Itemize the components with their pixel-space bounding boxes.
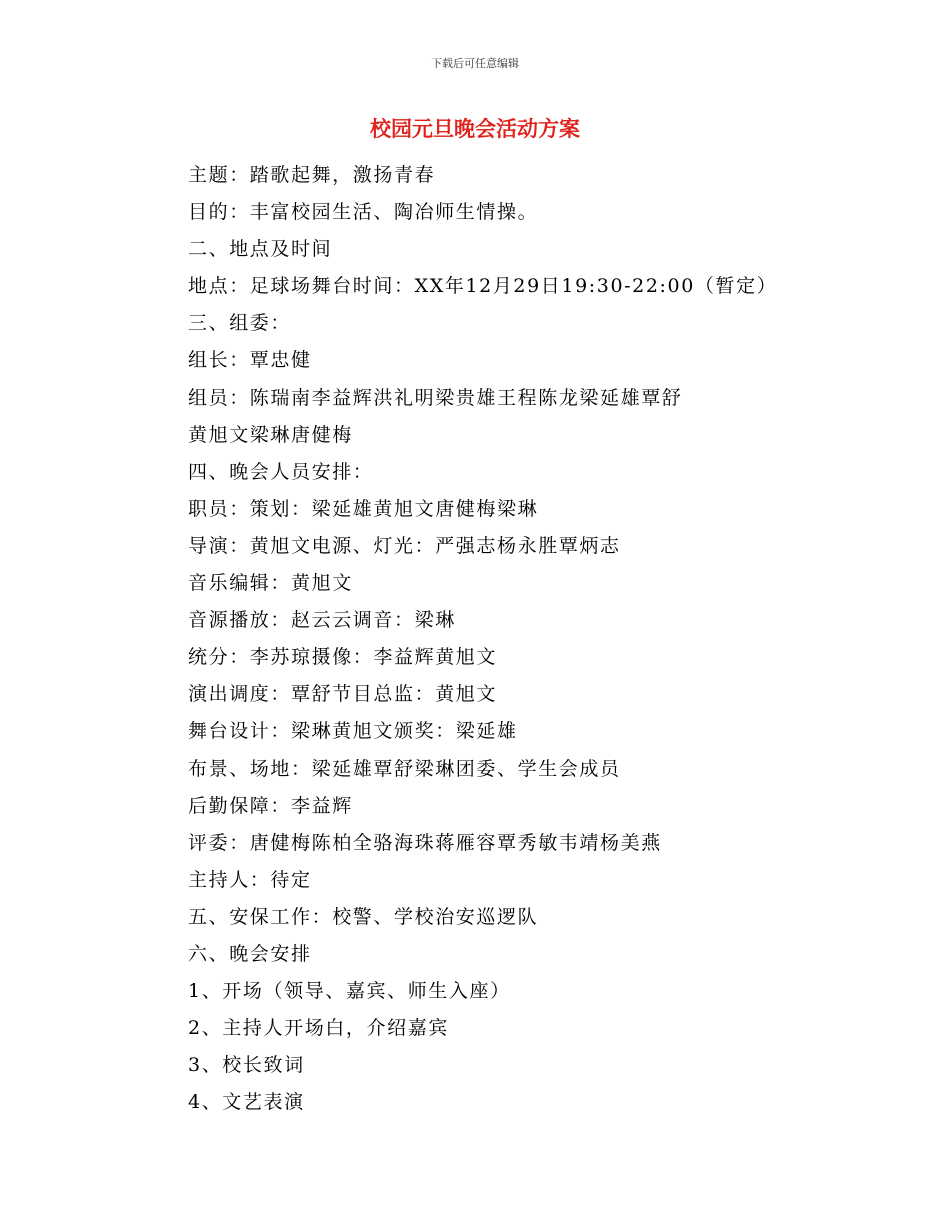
body-line: 3、校长致词 [188, 1054, 305, 1077]
body-line: 音乐编辑：黄旭文 [188, 572, 353, 595]
body-line: 音源播放：赵云云调音：梁琳 [188, 609, 456, 632]
body-line: 主持人：待定 [188, 868, 312, 891]
body-line: 评委：唐健梅陈柏全骆海珠蒋雁容覃秀敏韦靖杨美燕 [188, 831, 662, 854]
body-line: 布景、场地：梁延雄覃舒梁琳团委、学生会成员 [188, 757, 621, 780]
body-line: 导演：黄旭文电源、灯光：严强志杨永胜覃炳志 [188, 534, 621, 557]
body-line: 组长：覃忠健 [188, 349, 312, 372]
body-line: 演出调度：覃舒节目总监：黄旭文 [188, 683, 498, 706]
document-body [188, 157, 828, 1121]
body-line: 主题：踏歌起舞，激扬青春 [188, 164, 436, 186]
body-line: 4、文艺表演 [188, 1091, 305, 1114]
body-line: 舞台设计：梁琳黄旭文颁奖：梁延雄 [188, 720, 518, 743]
body-line: 职员：策划：梁延雄黄旭文唐健梅梁琳 [188, 497, 539, 520]
body-line: 三、组委： [188, 312, 292, 335]
header-note: 下载后可任意编辑 [431, 57, 519, 70]
body-line: 目的：丰富校园生活、陶冶师生情操。 [188, 201, 539, 224]
body-line: 四、晚会人员安排： [188, 460, 374, 483]
body-line: 二、地点及时间 [188, 238, 333, 261]
body-line: 组员：陈瑞南李益辉洪礼明梁贵雄王程陈龙梁延雄覃舒 [188, 386, 683, 409]
body-line: 地点：足球场舞台时间：XX年12月29日19:30-22:00（暂定） [188, 275, 778, 298]
body-line: 1、开场（领导、嘉宾、师生入座） [188, 980, 511, 1003]
body-line: 后勤保障：李益辉 [188, 794, 353, 817]
body-line: 统分：李苏琼摄像：李益辉黄旭文 [188, 646, 498, 669]
body-line: 五、安保工作：校警、学校治安巡逻队 [188, 905, 539, 928]
body-line: 六、晚会安排 [188, 942, 312, 965]
document-title: 校园元旦晚会活动方案 [370, 116, 580, 141]
body-line: 黄旭文梁琳唐健梅 [188, 423, 353, 446]
body-line: 2、主持人开场白，介绍嘉宾 [188, 1017, 449, 1040]
